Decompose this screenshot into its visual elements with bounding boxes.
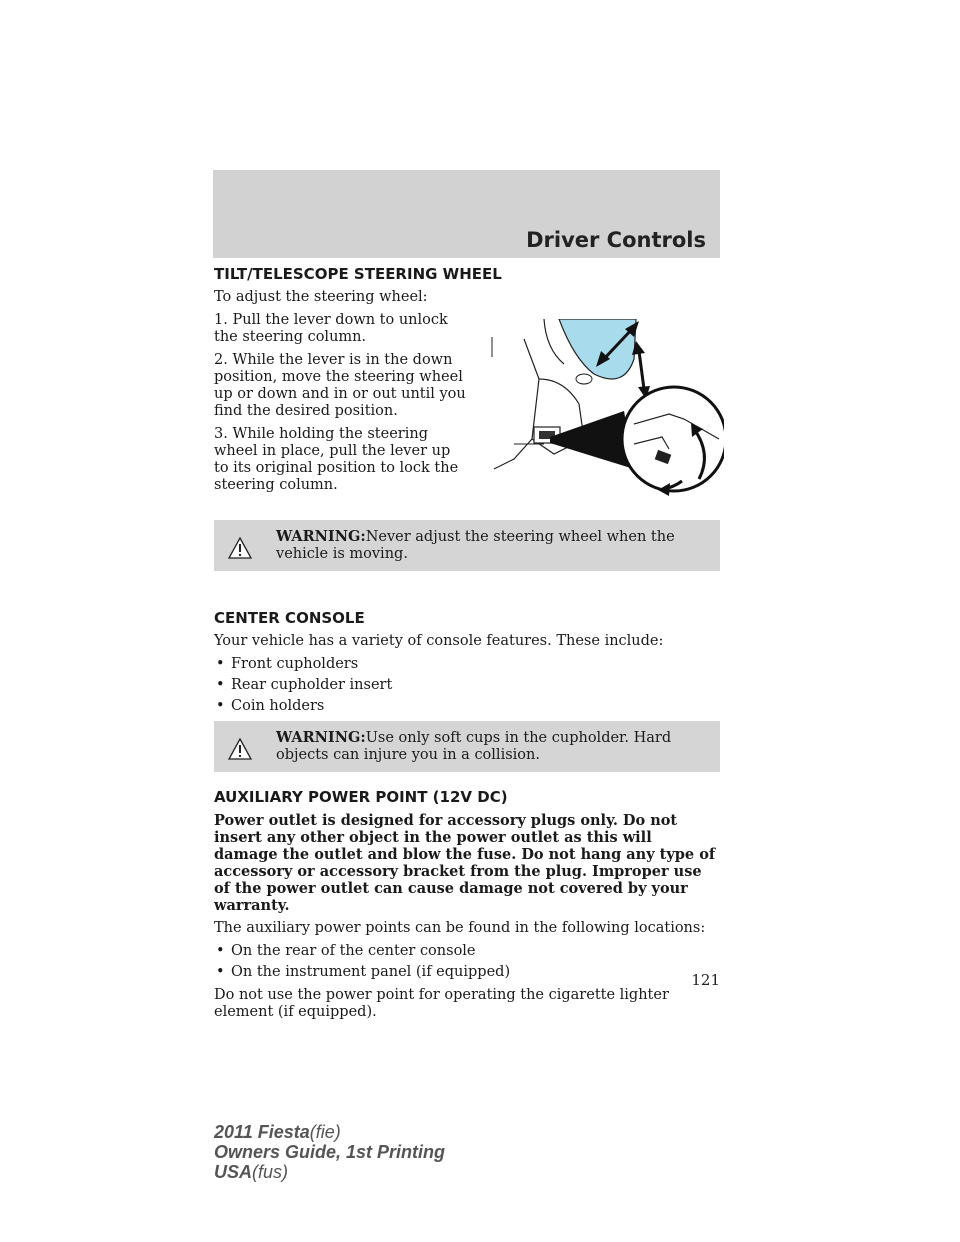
page-number: 121: [691, 971, 720, 989]
footer-guide: Owners Guide, 1st Printing: [214, 1142, 446, 1162]
warning-text: Never adjust the steering wheel when the vehicle is moving.: [276, 529, 675, 562]
warning-triangle-icon: [228, 738, 252, 760]
list-item-text: On the rear of the center console: [231, 943, 476, 959]
bullet-icon: •: [216, 943, 225, 959]
list-item-text: Front cupholders: [231, 656, 359, 672]
console-heading: CENTER CONSOLE: [214, 609, 365, 627]
power-point-intro: The auxiliary power points can be found in the following locations:: [214, 920, 706, 936]
tilt-step-1: 1. Pull the lever down to unlock the steering column.: [214, 312, 448, 345]
document-footer: [214, 1122, 445, 1182]
list-item: [214, 677, 720, 694]
footer-market-code: (fus): [252, 1162, 289, 1182]
list-item: [214, 964, 720, 981]
power-point-heading: AUXILIARY POWER POINT (12V DC): [214, 788, 508, 806]
footer-model-code: (fie): [309, 1122, 341, 1142]
cupholder-warning: [214, 721, 720, 772]
list-item: [214, 656, 720, 673]
footer-market: USA: [214, 1162, 253, 1182]
section-title: Driver Controls: [526, 228, 706, 252]
bullet-icon: •: [216, 698, 225, 714]
section-header-band: [213, 170, 720, 258]
tilt-section: [214, 289, 720, 514]
list-item-text: On the instrument panel (if equipped): [231, 964, 511, 980]
console-intro: Your vehicle has a variety of console features. These include:: [214, 633, 664, 649]
tilt-step-3: 3. While holding the steering wheel in place, pull the lever up to its original position to lock the steering column.: [214, 426, 459, 493]
tilt-step-2: 2. While the lever is in the down position, move the steering wheel up or down and in or out until you find the desired position.: [214, 352, 466, 419]
power-point-locations: [214, 943, 720, 981]
list-item-text: Rear cupholder insert: [231, 677, 393, 693]
bullet-icon: •: [216, 964, 225, 980]
list-item: [214, 698, 720, 715]
power-point-caution: Power outlet is designed for accessory plugs only. Do not insert any other object in the power outlet as this will damage the outlet and blow the fuse. Do not hang any type of accessory or accessory bracket from the plug. Improper use of the power outlet can cause damage not covered by your warranty.: [214, 812, 716, 914]
steering-lever-illustration: [484, 319, 724, 514]
list-item: [214, 943, 720, 960]
warning-label: WARNING:: [276, 528, 366, 545]
list-item-text: Coin holders: [231, 698, 325, 714]
bullet-icon: •: [216, 656, 225, 672]
tilt-heading: TILT/TELESCOPE STEERING WHEEL: [214, 265, 502, 283]
tilt-intro: To adjust the steering wheel:: [214, 289, 428, 305]
footer-model: 2011 Fiesta: [214, 1122, 310, 1142]
warning-label: WARNING:: [276, 729, 366, 746]
warning-text: Use only soft cups in the cupholder. Hard objects can injure you in a collision.: [276, 730, 672, 763]
steering-warning: [214, 520, 720, 571]
power-point-closing: Do not use the power point for operating the cigarette lighter element (if equipped).: [214, 987, 669, 1020]
warning-triangle-icon: [228, 537, 252, 559]
bullet-icon: •: [216, 677, 225, 693]
page-content: [214, 265, 720, 1027]
console-feature-list: [214, 656, 720, 715]
